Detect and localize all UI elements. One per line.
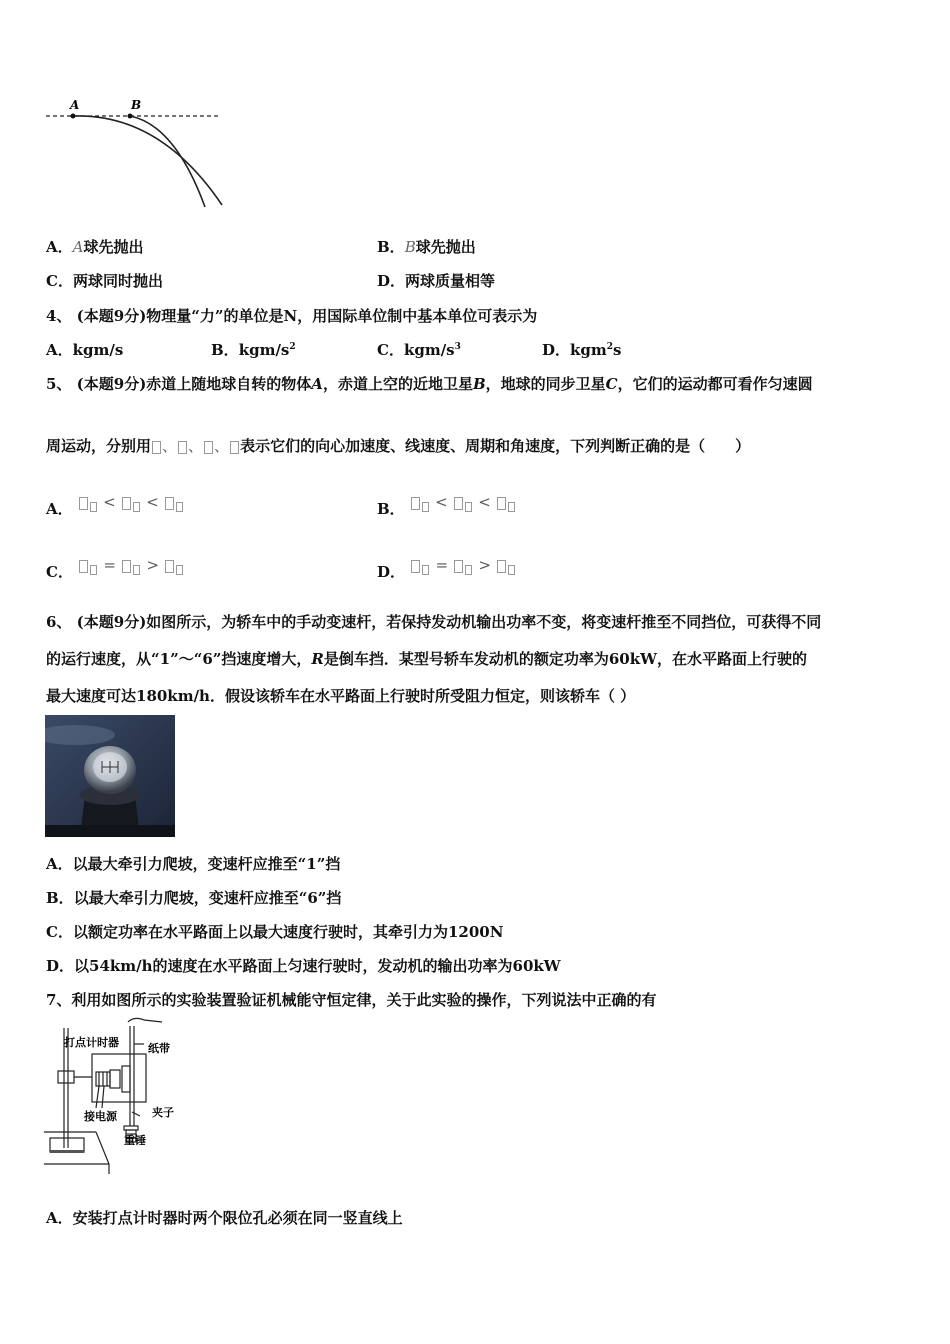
q3-option-d[interactable]: D．两球质量相等 <box>377 272 496 290</box>
q7-stem: 7、利用如图所示的实验装置验证机械能守恒定律，关于此实验的操作，下列说法中正确的有 <box>46 991 657 1009</box>
subscript-placeholder-icon <box>465 502 472 512</box>
q4-option-c[interactable]: C．kgm/$s^3$ <box>377 341 461 359</box>
subscript-placeholder-icon <box>133 565 140 575</box>
q5-stem-line1: 5、 (本题9分)赤道上随地球自转的物体A，赤道上空的近地卫星B，地球的同步卫星C，它们的运动都可看作匀速圆 <box>46 375 813 393</box>
symbol-placeholder-icon <box>454 560 463 573</box>
q7-option-a[interactable]: A．安装打点计时器时两个限位孔必须在同一竖直线上 <box>46 1209 403 1227</box>
q6-option-b[interactable]: B．以最大牵引力爬坡，变速杆应推至“6”挡 <box>46 889 342 907</box>
q5-option-a[interactable]: A． < < <box>46 491 184 512</box>
q6-stem-line3: 最大速度可达180km/h．假设该轿车在水平路面上行驶时所受阻力恒定，则该轿车（ ） <box>46 687 636 705</box>
q4-stem: 4、 (本题9分)物理量“力”的单位是N，用国际单位制中基本单位可表示为 <box>46 307 538 325</box>
q3-option-c[interactable]: C．两球同时抛出 <box>46 272 163 290</box>
q3-option-b[interactable]: B．B球先抛出 <box>377 238 476 256</box>
symbol-placeholder-icon <box>122 497 131 510</box>
subscript-placeholder-icon <box>90 565 97 575</box>
label-weight: 重锤 <box>124 1134 146 1147</box>
symbol-placeholder-icon <box>178 441 187 454</box>
symbol-placeholder-icon <box>79 560 88 573</box>
q4-option-b[interactable]: B．kgm/$s^2$ <box>211 341 296 359</box>
symbol-placeholder-icon <box>165 497 174 510</box>
label-tape: 纸带 <box>148 1042 170 1055</box>
gear-shift-photo <box>45 715 175 837</box>
q6-option-a[interactable]: A．以最大牵引力爬坡，变速杆应推至“1”挡 <box>46 855 341 873</box>
symbol-placeholder-icon <box>411 560 420 573</box>
symbol-placeholder-icon <box>230 441 239 454</box>
subscript-placeholder-icon <box>90 502 97 512</box>
q5-stem-line2: 周运动，分别用 、 、 、 表示它们的向心加速度、线速度、周期和角速度，下列判断正确的是（ ） <box>46 437 751 455</box>
label-a: A <box>70 98 80 112</box>
q4-option-a[interactable]: A．kgm/s <box>46 341 124 359</box>
q5-option-b[interactable]: B． < < <box>377 491 516 512</box>
q3-option-a[interactable]: A．A球先抛出 <box>46 238 144 256</box>
label-power: 接电源 <box>84 1110 117 1123</box>
label-clip: 夹子 <box>152 1106 174 1119</box>
q5-option-d[interactable]: D． = > <box>377 554 516 575</box>
subscript-placeholder-icon <box>176 565 183 575</box>
symbol-placeholder-icon <box>152 441 161 454</box>
symbol-placeholder-icon <box>204 441 213 454</box>
q6-stem-line1: 6、 (本题9分)如图所示，为轿车中的手动变速杆，若保持发动机输出功率不变，将变速杆推至不同挡位，可获得不同 <box>46 613 822 631</box>
subscript-placeholder-icon <box>465 565 472 575</box>
subscript-placeholder-icon <box>422 502 429 512</box>
symbol-placeholder-icon <box>497 497 506 510</box>
symbol-placeholder-icon <box>122 560 131 573</box>
q6-option-d[interactable]: D．以54km/h的速度在水平路面上匀速行驶时，发动机的输出功率为60kW <box>46 957 561 975</box>
point-b <box>128 114 133 119</box>
symbol-placeholder-icon <box>165 560 174 573</box>
q5-option-c[interactable]: C． = > <box>46 554 184 575</box>
experiment-apparatus-figure <box>44 1016 214 1174</box>
subscript-placeholder-icon <box>422 565 429 575</box>
label-b: B <box>131 98 142 112</box>
trajectory-figure <box>40 95 230 213</box>
symbol-placeholder-icon <box>79 497 88 510</box>
symbol-placeholder-icon <box>497 560 506 573</box>
subscript-placeholder-icon <box>176 502 183 512</box>
subscript-placeholder-icon <box>508 502 515 512</box>
label-timer: 打点计时器 <box>64 1036 119 1049</box>
subscript-placeholder-icon <box>508 565 515 575</box>
q4-option-d[interactable]: D．kgm$^2$s <box>542 341 622 359</box>
q6-option-c[interactable]: C．以额定功率在水平路面上以最大速度行驶时，其牵引力为1200N <box>46 923 504 941</box>
point-a <box>71 114 76 119</box>
symbol-placeholder-icon <box>411 497 420 510</box>
q6-stem-line2: 的运行速度，从“1”～“6”挡速度增大，R是倒车挡．某型号轿车发动机的额定功率为60kW，在水平路面上行驶的 <box>46 650 807 668</box>
symbol-placeholder-icon <box>454 497 463 510</box>
subscript-placeholder-icon <box>133 502 140 512</box>
